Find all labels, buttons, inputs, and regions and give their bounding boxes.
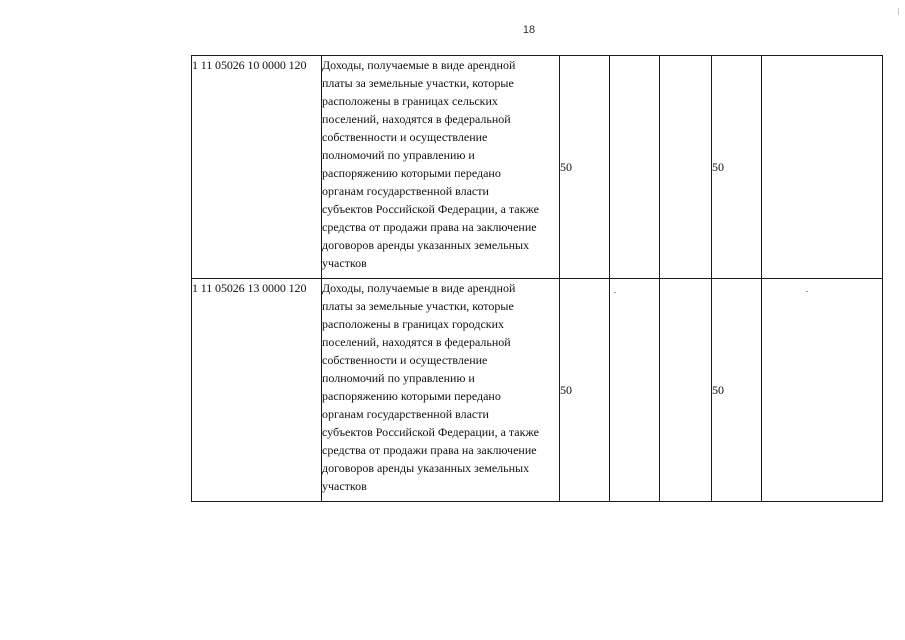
value-cell-3 bbox=[660, 279, 712, 502]
name-line: Доходы, получаемые в виде арендной bbox=[322, 58, 516, 72]
value-cell-5 bbox=[762, 56, 883, 279]
value-cell-1: 50 bbox=[560, 279, 610, 502]
name-line: собственности и осуществление bbox=[322, 353, 488, 367]
name-line: Доходы, получаемые в виде арендной bbox=[322, 281, 516, 295]
value-cell-4: 50 bbox=[712, 279, 762, 502]
name-line: участков bbox=[322, 479, 367, 493]
page-number: 18 bbox=[522, 24, 536, 36]
table-row bbox=[192, 279, 883, 502]
value-cell-5 bbox=[762, 279, 883, 502]
name-line: субъектов Российской Федерации, а также bbox=[322, 425, 539, 439]
name-line: собственности и осуществление bbox=[322, 130, 488, 144]
budget-code-cell: 1 11 05026 13 0000 120 bbox=[192, 279, 322, 502]
name-line: расположены в границах сельских bbox=[322, 94, 498, 108]
name-line: договоров аренды указанных земельных bbox=[322, 238, 530, 252]
table-row bbox=[192, 56, 883, 279]
name-line: платы за земельные участки, которые bbox=[322, 76, 514, 90]
name-line: поселений, находятся в федеральной bbox=[322, 112, 511, 126]
name-line: распоряжению которыми передано bbox=[322, 166, 501, 180]
name-line: органам государственной власти bbox=[322, 184, 489, 198]
name-line: полномочий по управлению и bbox=[322, 148, 475, 162]
value-cell-2 bbox=[610, 279, 660, 502]
name-line: органам государственной власти bbox=[322, 407, 489, 421]
name-line: платы за земельные участки, которые bbox=[322, 299, 514, 313]
name-line: субъектов Российской Федерации, а также bbox=[322, 202, 539, 216]
value-cell-4: 50 bbox=[712, 56, 762, 279]
revenue-table bbox=[191, 55, 883, 502]
name-line: договоров аренды указанных земельных bbox=[322, 461, 530, 475]
name-line: расположены в границах городских bbox=[322, 317, 505, 331]
budget-code-cell: 1 11 05026 10 0000 120 bbox=[192, 56, 322, 279]
value-cell-2 bbox=[610, 56, 660, 279]
name-line: распоряжению которыми передано bbox=[322, 389, 501, 403]
name-line: средства от продажи права на заключение bbox=[322, 443, 537, 457]
revenue-name-cell bbox=[322, 279, 560, 502]
scan-speck bbox=[806, 291, 808, 292]
revenue-name-cell bbox=[322, 56, 560, 279]
value-cell-3 bbox=[660, 56, 712, 279]
name-line: средства от продажи права на заключение bbox=[322, 220, 537, 234]
scan-speck bbox=[614, 292, 616, 293]
name-line: участков bbox=[322, 256, 367, 270]
name-line: полномочий по управлению и bbox=[322, 371, 475, 385]
value-cell-1: 50 bbox=[560, 56, 610, 279]
scan-edge-mark bbox=[898, 8, 899, 15]
name-line: поселений, находятся в федеральной bbox=[322, 335, 511, 349]
